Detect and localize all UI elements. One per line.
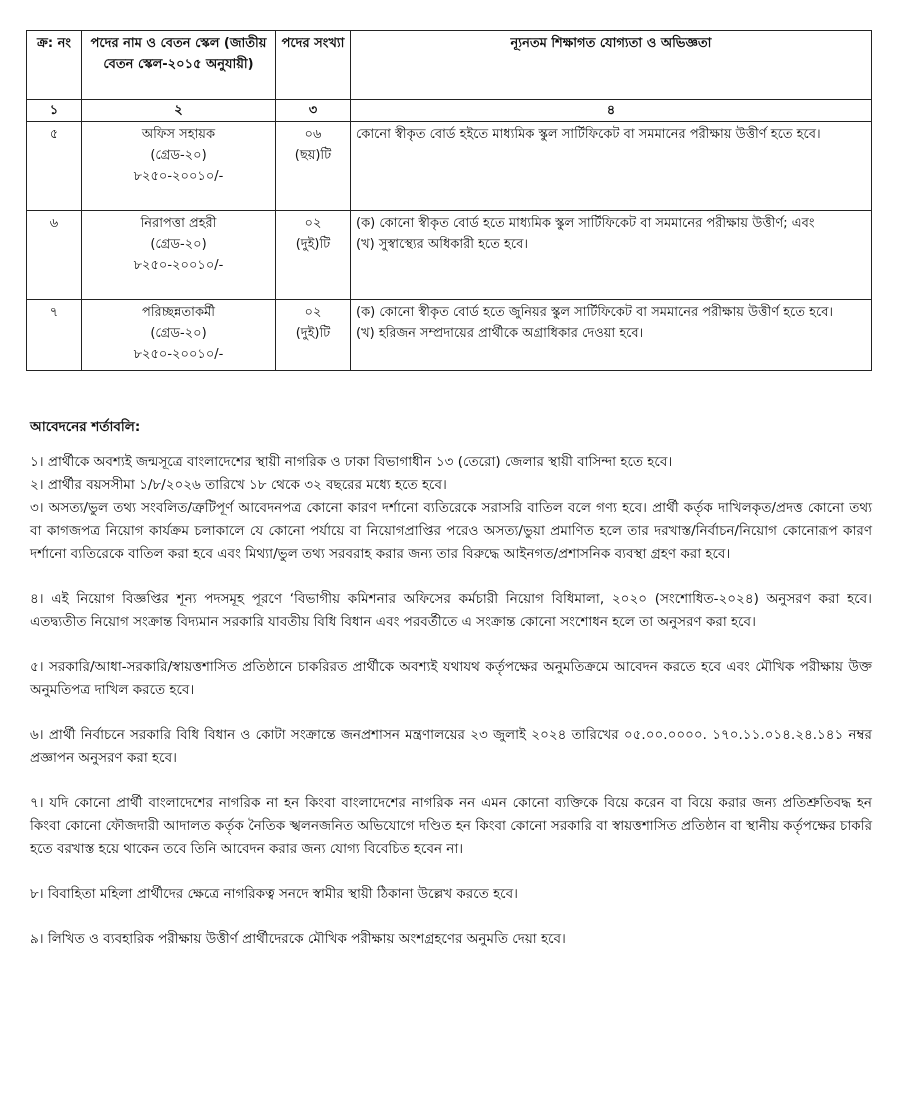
table-row [27,122,872,211]
post-count-word: (দুই)টি [295,326,331,341]
count-cell [276,122,351,211]
qualification-line: কোনো স্বীকৃত বোর্ড হইতে মাধ্যমিক স্কুল সার্টিফিকেট বা সমমানের পরীক্ষায় উত্তীর্ণ হতে হবে। [356,127,821,142]
header-serial: ক্র: নং [27,31,82,100]
condition-item: ৫। সরকারি/আধা-সরকারি/স্বায়ত্তশাসিত প্রতিষ্ঠানে চাকরিরত প্রার্থীকে অবশ্যই যথাযথ কর্তৃপক্ষের অনুমতিক্রমে আবেদন করতে হবে এবং মৌখিক পরীক্ষায় উক্ত অনুমতিপত্র দাখিল করতে হবে। [30,659,872,698]
condition-item: ৮। বিবাহিতা মহিলা প্রার্থীদের ক্ষেত্রে নাগরিকত্ব সনদে স্বামীর স্থায়ী ঠিকানা উল্লেখ করতে হবে। [30,886,518,902]
count-cell [276,211,351,300]
pay-scale: ৮২৫০-২০০১০/- [133,347,224,362]
condition-item: ৬। প্রার্থী নির্বাচনে সরকারি বিধি বিধান ও কোটা সংক্রান্তে জনপ্রশাসন মন্ত্রণালয়ের ২৩ জুলাই ২০২৪ তারিখের ০৫.০০.০০০০. ১৭০.১১.০১৪.২৪.১৪১ নম্বর প্রজ্ঞাপন অনুসরণ করা হবে। [30,727,872,766]
condition-item: ৭। যদি কোনো প্রার্থী বাংলাদেশের নাগরিক না হন কিংবা বাংলাদেশের নাগরিক নন এমন কোনো ব্যক্তিকে বিয়ে করেন বা বিয়ে করার জন্য প্রতিশ্রুতিবদ্ধ হন কিংবা কোনো ফৌজদারী আদালত কর্তৃক নৈতিক স্খলনজনিত অভিযোগে দণ্ডিত হন কিংবা কোনো সরকারি বা স্বায়ত্তশাসিত প্রতিষ্ঠান বা স্থানীয় কর্তৃপক্ষের চাকরি হতে বরখাস্ত হয়ে থাকেন তবে তিনি আবেদন করার জন্য যোগ্য বিবেচিত হবেন না। [30,795,872,857]
pay-scale: ৮২৫০-২০০১০/- [133,258,224,273]
vacancy-table [26,30,872,371]
post-cell [82,211,276,300]
post-grade: (গ্রেড-২০) [150,326,207,341]
column-number: ৪ [351,100,872,122]
qualification-line: (খ) হরিজন সম্প্রদায়ের প্রার্থীকে অগ্রাধিকার দেওয়া হবে। [356,326,644,341]
table-row [27,300,872,371]
post-count-number: ০২ [304,305,322,320]
row-serial: ৬ [27,211,82,300]
row-serial: ৫ [27,122,82,211]
post-name: অফিস সহায়ক [141,127,216,142]
conditions-title: আবেদনের শর্তাবলি: [30,419,141,435]
condition-item: ২। প্রার্থীর বয়সসীমা ১/৮/২০২৬ তারিখে ১৮ থেকে ৩২ বছরের মধ্যে হতে হবে। [30,477,447,493]
header-qualification: ন্যূনতম শিক্ষাগত যোগ্যতা ও অভিজ্ঞতা [351,31,872,100]
qualification-cell [351,211,872,300]
post-name: নিরাপত্তা প্রহরী [140,216,217,231]
header-post-count: পদের সংখ্যা [276,31,351,100]
qualification-line: (খ) সুস্বাস্থ্যের অধিকারী হতে হবে। [356,237,528,252]
post-count-word: (ছয়)টি [294,148,332,163]
post-cell [82,300,276,371]
post-cell [82,122,276,211]
condition-item: ৪। এই নিয়োগ বিজ্ঞপ্তির শূন্য পদসমূহ পূরণে ‘বিভাগীয় কমিশনার অফিসের কর্মচারী নিয়োগ বিধিমালা, ২০২০ (সংশোধিত-২০২৪) অনুসরণ করা হবে। এতদ্ব্যতীত নিয়োগ সংক্রান্ত বিদ্যমান সরকারি যাবতীয় বিধি বিধান এবং পরবর্তীতে এ সংক্রান্ত কোনো সংশোধন হলে তা অনুসরণ করা হবে। [30,591,872,630]
pay-scale: ৮২৫০-২০০১০/- [133,169,224,184]
header-post-name: পদের নাম ও বেতন স্কেল (জাতীয় বেতন স্কেল-২০১৫ অনুযায়ী) [82,31,276,100]
qualification-line: (ক) কোনো স্বীকৃত বোর্ড হতে মাধ্যমিক স্কুল সার্টিফিকেট বা সমমানের পরীক্ষায় উত্তীর্ণ; এবং [356,216,815,231]
table-header-row [27,31,872,100]
condition-item: ৯। লিখিত ও ব্যবহারিক পরীক্ষায় উত্তীর্ণ প্রার্থীদেরকে মৌখিক পরীক্ষায় অংশগ্রহণের অনুমতি দেয়া হবে। [30,931,566,947]
post-grade: (গ্রেড-২০) [150,148,207,163]
condition-item: ১। প্রার্থীকে অবশ্যই জন্মসূত্রে বাংলাদেশের স্থায়ী নাগরিক ও ঢাকা বিভাগাধীন ১৩ (তেরো) জেলার স্থায়ী বাসিন্দা হতে হবে। [30,454,673,470]
row-serial: ৭ [27,300,82,371]
qualification-cell [351,300,872,371]
post-count-number: ০৬ [304,127,322,142]
count-cell [276,300,351,371]
post-count-word: (দুই)টি [295,237,331,252]
table-row [27,211,872,300]
post-count-number: ০২ [304,216,322,231]
application-conditions [30,416,872,951]
post-grade: (গ্রেড-২০) [150,237,207,252]
column-number-row [27,100,872,122]
qualification-line: (ক) কোনো স্বীকৃত বোর্ড হতে জুনিয়র স্কুল সার্টিফিকেট বা সমমানের পরীক্ষায় উত্তীর্ণ হতে হবে। [356,305,834,320]
column-number: ২ [82,100,276,122]
column-number: ১ [27,100,82,122]
post-name: পরিচ্ছন্নতাকর্মী [142,305,215,320]
condition-item: ৩। অসত্য/ভুল তথ্য সংবলিত/ত্রুটিপূর্ণ আবেদনপত্র কোনো কারণ দর্শানো ব্যতিরেকে সরাসরি বাতিল বলে গণ্য হবে। প্রার্থী কর্তৃক দাখিলকৃত/প্রদত্ত কোনো তথ্য বা কাগজপত্র নিয়োগ কার্যক্রম চলাকালে যে কোনো পর্যায়ে বা নিয়োগপ্রাপ্তির পরেও অসত্য/ভুয়া প্রমাণিত হলে তার দরখাস্ত/নির্বাচন/নিয়োগ কোনোরূপ কারণ দর্শানো ব্যতিরেকে বাতিল করা হবে এবং মিথ্যা/ভুল তথ্য সরবরাহ করার জন্য তার বিরুদ্ধে আইনগত/প্রশাসনিক ব্যবস্থা গ্রহণ করা হবে। [30,500,872,562]
qualification-cell [351,122,872,211]
column-number: ৩ [276,100,351,122]
